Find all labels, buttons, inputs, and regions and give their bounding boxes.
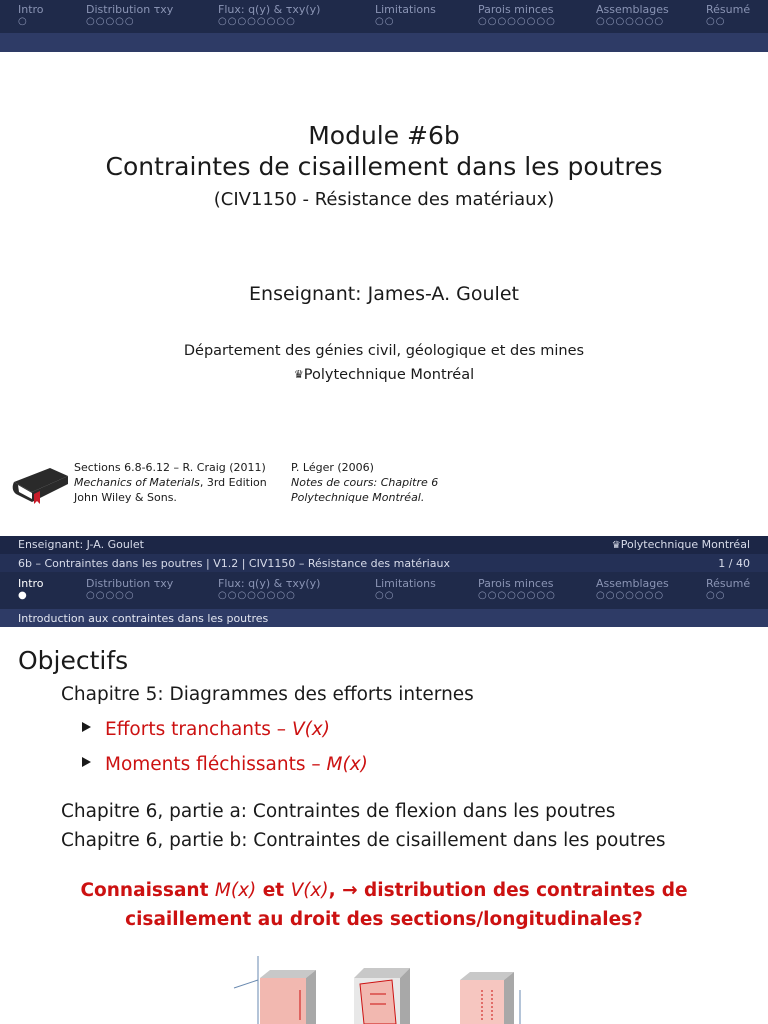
bullet-moments-flechissants: Moments fléchissants – M(x) — [82, 754, 368, 775]
slide2-navigation-bar — [0, 572, 768, 609]
nav-subsection-band — [0, 33, 768, 52]
school-line — [0, 363, 768, 387]
chapter6a-line: Chapitre 6, partie a: Contraintes de flexion dans les poutres — [61, 801, 616, 822]
bullet-triangle-icon — [82, 722, 91, 732]
nav-section-flux[interactable]: Flux: q(y) & τxy(y) ○○○○○○○○ — [218, 3, 321, 27]
nav-section-intro[interactable]: Intro ○ — [18, 3, 44, 27]
slide2-header — [0, 536, 768, 627]
beam-figure-2 — [354, 968, 410, 1024]
nav-section-limitations[interactable]: Limitations ○○ — [375, 3, 436, 27]
nav-section-flux[interactable]: Flux: q(y) & τxy(y) ○○○○○○○○ — [218, 577, 321, 601]
subsection-title: Introduction aux contraintes dans les poutres — [18, 612, 269, 625]
nav-section-parois-minces[interactable]: Parois minces ○○○○○○○○ — [478, 3, 556, 27]
book-icon — [10, 460, 70, 506]
bullet-triangle-icon — [82, 757, 91, 767]
slide-heading: Objectifs — [18, 646, 129, 675]
beam-figure-1 — [234, 956, 316, 1024]
teacher-name: Enseignant: James-A. Goulet — [249, 283, 519, 305]
footer-teacher-bar — [0, 536, 768, 554]
footer-course-bar — [0, 554, 768, 572]
nav-section-resume[interactable]: Résumé ○○ — [706, 3, 751, 27]
key-question: Connaissant M(x) et V(x), → distribution des contraintes de cisaillement au droit des sections/longitudinales? — [80, 880, 688, 930]
school-name: Polytechnique Montréal — [303, 367, 475, 383]
bullet-efforts-tranchants: Efforts tranchants – V(x) — [82, 719, 330, 740]
page-number: 1 / 40 — [718, 557, 750, 570]
footer-school: Polytechnique Montréal — [620, 538, 750, 551]
polytechnique-logo-icon: ♛ — [293, 368, 304, 381]
nav-section-assemblages[interactable]: Assemblages ○○○○○○○ — [596, 3, 669, 27]
department-name: Département des génies civil, géologique et des mines — [183, 343, 585, 359]
nav-section-distribution[interactable]: Distribution τxy ○○○○○ — [86, 3, 174, 27]
nav-section-assemblages[interactable]: Assemblages ○○○○○○○ — [596, 577, 669, 601]
course-name: (CIV1150 - Résistance des matériaux) — [213, 189, 555, 210]
reference-craig: Sections 6.8-6.12 – R. Craig (2011) Mechanics of Materials, 3rd Edition John Wiley & Sons. — [74, 461, 267, 504]
nav-section-intro[interactable]: Intro ● — [18, 577, 44, 601]
chapter5-line: Chapitre 5: Diagrammes des efforts internes — [61, 684, 474, 705]
nav-section-parois-minces[interactable]: Parois minces ○○○○○○○○ — [478, 577, 556, 601]
reference-leger: P. Léger (2006) Notes de cours: Chapitre 6 Polytechnique Montréal. — [291, 461, 439, 504]
nav-section-resume[interactable]: Résumé ○○ — [706, 577, 751, 601]
beam-figure-3 — [460, 972, 520, 1024]
beam-element-figures — [220, 950, 550, 1024]
nav-section-distribution[interactable]: Distribution τxy ○○○○○ — [86, 577, 174, 601]
polytechnique-logo-icon: ♛ — [611, 540, 621, 551]
title-block — [0, 120, 768, 215]
footer-course: 6b – Contraintes dans les poutres | V1.2 | CIV1150 – Résistance des matériaux — [18, 557, 450, 570]
footer-teacher: Enseignant: J-A. Goulet — [18, 538, 144, 551]
top-navigation-bar — [0, 0, 768, 52]
department-block — [0, 340, 768, 387]
subsection-bar — [0, 609, 768, 627]
module-subtitle: Contraintes de cisaillement dans les poutres — [105, 152, 663, 181]
chapter6b-line: Chapitre 6, partie b: Contraintes de cisaillement dans les poutres — [61, 830, 666, 851]
references — [10, 460, 530, 508]
module-title: Module #6b — [308, 121, 460, 150]
nav-section-limitations[interactable]: Limitations ○○ — [375, 577, 436, 601]
